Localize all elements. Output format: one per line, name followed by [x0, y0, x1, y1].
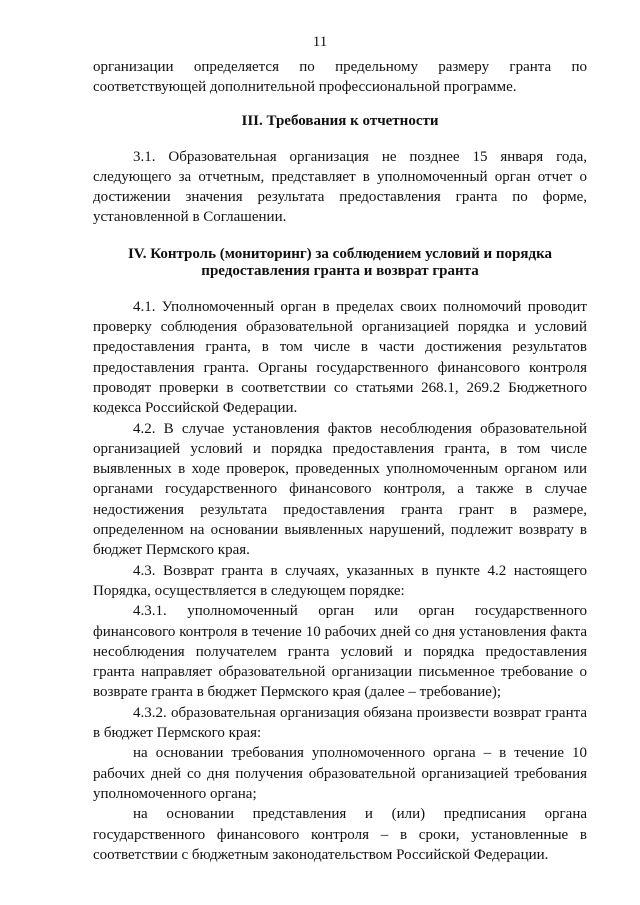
- paragraph-4-1: 4.1. Уполномоченный орган в пределах своих полномочий проводит проверку соблюдения образовательной организацией порядка и условий предоставления гранта, в том числе в части достижения результатов предоставления гранта. Органы государственного финансового контроля проводят проверки в соответствии со статьями 268.1, 269.2 Бюджетного кодекса Российской Федерации.: [93, 298, 587, 417]
- page-number: 11: [312, 34, 328, 50]
- section-4-heading-line-2: предоставления гранта и возврат гранта: [201, 262, 479, 279]
- paragraph-3-1: 3.1. Образовательная организация не позднее 15 января года, следующего за отчетным, представляет в уполномоченный орган отчет о достижении значения результата предоставления гранта по форме, установленной в Соглашении.: [93, 148, 587, 226]
- section-3-heading: III. Требования к отчетности: [241, 112, 439, 129]
- paragraph-4-2: 4.2. В случае установления фактов несоблюдения образовательной организацией условий и порядка предоставления гранта, в том числе выявленных в ходе проверок, проведенных уполномоченным органом или органами государственного финансового контроля, а также в случае недостижения результата предоставления гранта грант в размере, определенном на основании выявленных нарушений, подлежит возврату в бюджет Пермского края.: [93, 420, 587, 559]
- paragraph-4-3: 4.3. Возврат гранта в случаях, указанных в пункте 4.2 настоящего Порядка, осуществляется в следующем порядке:: [93, 562, 587, 599]
- paragraph-4-3-1: 4.3.1. уполномоченный орган или орган государственного финансового контроля в течение 10 рабочих дней со дня установления факта несоблюдения получателем гранта условий и порядка предоставления гранта направляет образовательной организации письменное требование о возврате гранта в бюджет Пермского края (далее – требование);: [93, 603, 587, 701]
- paragraph-4-3-2: 4.3.2. образовательная организация обязана произвести возврат гранта в бюджет Пермского края:: [93, 704, 587, 742]
- paragraph-4-3-2-a: на основании требования уполномоченного органа – в течение 10 рабочих дней со дня получения образовательной организацией требования уполномоченного органа;: [93, 745, 587, 802]
- document-body: [93, 57, 587, 865]
- section-4-heading: [93, 246, 587, 280]
- intro-paragraph: организации определяется по предельному размеру гранта по соответствующей дополнительной профессиональной программе.: [93, 59, 587, 96]
- paragraph-4-3-2-b: на основании представления и (или) предписания органа государственного финансового контроля – в сроки, установленные в соответствии с бюджетным законодательством Российской Федерации.: [93, 806, 587, 863]
- section-4-heading-line-1: IV. Контроль (мониторинг) за соблюдением условий и порядка: [127, 245, 553, 262]
